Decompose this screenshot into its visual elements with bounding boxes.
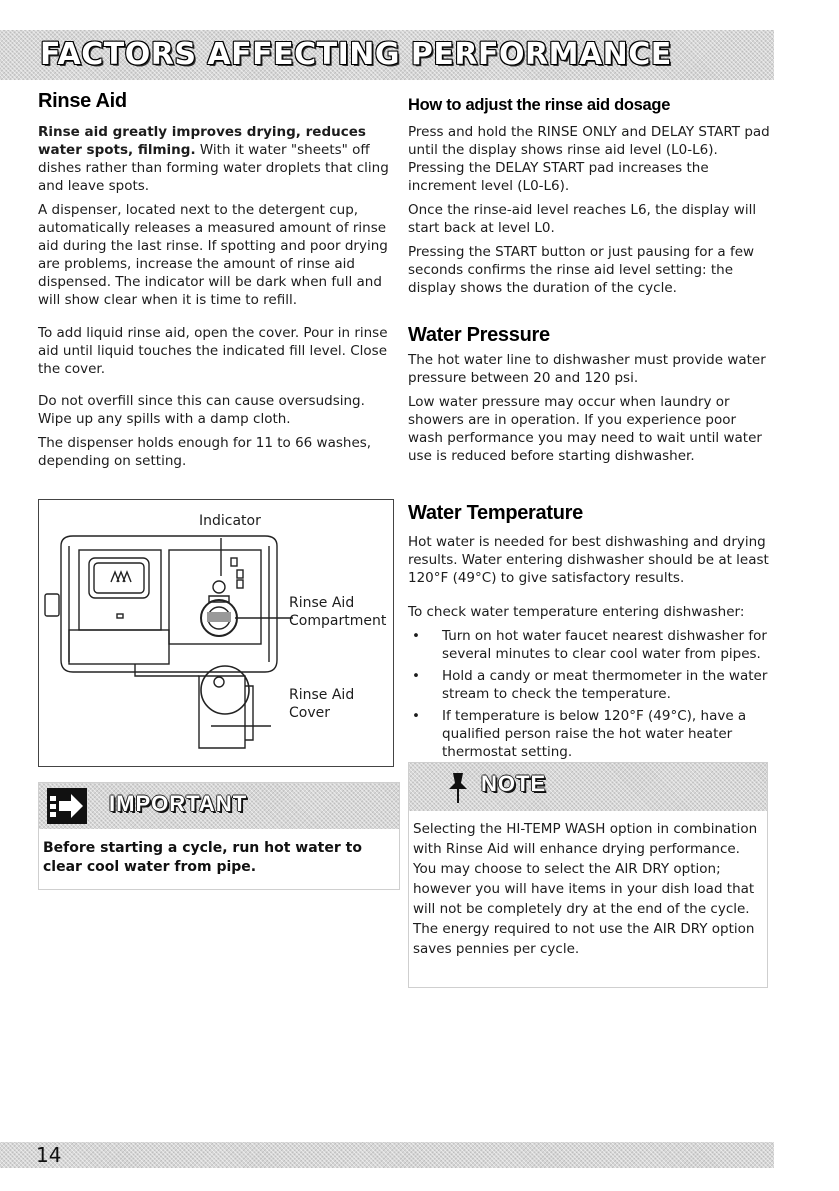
water-pressure-heading: Water Pressure bbox=[408, 324, 550, 346]
important-title: IMPORTANT bbox=[109, 791, 248, 816]
rinse-aid-section bbox=[38, 90, 394, 315]
dosage-heading: How to adjust the rinse aid dosage bbox=[408, 96, 671, 114]
dispenser-figure bbox=[38, 499, 394, 767]
cover-label-line2: Cover bbox=[289, 705, 330, 721]
important-header bbox=[39, 783, 399, 829]
list-item bbox=[408, 707, 770, 761]
rinse-aid-dispenser-text: A dispenser, located next to the detergent cup, automatically releases a measured amount of rinse aid during the last rinse. If spotting and poor drying are problems, increase the amount of rinse aid dispensed. The indicator will be dark when full and will show clear when it is time to refill. bbox=[38, 202, 388, 308]
water-pressure-text-1: The hot water line to dishwasher must provide water pressure between 20 and 120 psi. bbox=[408, 352, 766, 386]
note-header bbox=[409, 763, 767, 811]
list-item-text: Hold a candy or meat thermometer in the water stream to check the temperature. bbox=[442, 668, 768, 702]
compartment-label-line1: Rinse Aid bbox=[289, 595, 355, 611]
note-callout bbox=[408, 762, 768, 988]
page-number: 14 bbox=[36, 1143, 62, 1167]
push-pin-icon bbox=[439, 769, 475, 805]
water-pressure-text-2: Low water pressure may occur when laundry or showers are in operation. If you experience poor wash performance you may need to wait until water use is reduced before starting dishwasher. bbox=[408, 394, 762, 464]
rinse-aid-lead: Rinse aid greatly improves drying, reduces water spots, filming. bbox=[38, 124, 366, 158]
dosage-text-2: Once the rinse-aid level reaches L6, the display will start back at level L0. bbox=[408, 202, 757, 236]
rinse-aid-add-text: To add liquid rinse aid, open the cover. Pour in rinse aid until liquid touches the indicated fill level. Close the cover. bbox=[38, 325, 388, 377]
list-item-text: If temperature is below 120°F (49°C), have a qualified person raise the hot water heater thermostat setting. bbox=[442, 708, 747, 760]
bullet-glyph: • bbox=[412, 628, 420, 644]
compartment-label-line2: Compartment bbox=[289, 613, 387, 629]
cover-label-line1: Rinse Aid bbox=[289, 687, 355, 703]
dosage-text-3: Pressing the START button or just pausing for a few seconds confirms the rinse aid level setting: the display shows the duration of the cycle. bbox=[408, 244, 755, 296]
note-text: Selecting the HI-TEMP WASH option in combination with Rinse Aid will enhance drying performance. You may choose to select the AIR DRY option; however you will have items in your dish load that will not be completely dry at the end of the cycle. The energy required to not use the AIR DRY option saves pennies per cycle. bbox=[413, 821, 758, 957]
important-callout bbox=[38, 782, 400, 890]
bullet-glyph: • bbox=[412, 668, 420, 684]
rinse-aid-instructions bbox=[38, 324, 398, 476]
list-item bbox=[408, 627, 770, 663]
water-pressure-section bbox=[408, 324, 770, 471]
indicator-label: Indicator bbox=[199, 513, 261, 529]
temperature-check-list bbox=[408, 627, 770, 761]
list-item-text: Turn on hot water faucet nearest dishwasher for several minutes to clear cool water from pipes. bbox=[442, 628, 767, 662]
rinse-aid-intro bbox=[38, 123, 394, 195]
important-text: Before starting a cycle, run hot water to clear cool water from pipe. bbox=[43, 840, 362, 875]
rinse-aid-overfill-text: Do not overfill since this can cause oversudsing. Wipe up any spills with a damp cloth. bbox=[38, 393, 365, 427]
rinse-aid-capacity-text: The dispenser holds enough for 11 to 66 washes, depending on setting. bbox=[38, 435, 372, 469]
page-footer bbox=[0, 1142, 774, 1168]
water-temperature-text-2: To check water temperature entering dishwasher: bbox=[408, 604, 745, 620]
rinse-aid-lead-rest: With it water "sheets" off dishes rather than forming water droplets that cling and leave spots. bbox=[38, 142, 389, 194]
dosage-text-1: Press and hold the RINSE ONLY and DELAY START pad until the display shows rinse aid level (L0-L6). Pressing the DELAY START pad increases the increment level (L0-L6). bbox=[408, 124, 770, 194]
water-temperature-section bbox=[408, 502, 770, 765]
water-temperature-text-1: Hot water is needed for best dishwashing and drying results. Water entering dishwasher should be at least 120°F (49°C) to give satisfactory results. bbox=[408, 534, 769, 586]
dosage-section bbox=[408, 96, 770, 303]
page-banner bbox=[0, 30, 774, 80]
bullet-glyph: • bbox=[412, 708, 420, 724]
list-item bbox=[408, 667, 770, 703]
dispenser-diagram bbox=[39, 500, 393, 766]
water-temperature-heading: Water Temperature bbox=[408, 502, 583, 524]
rinse-aid-heading: Rinse Aid bbox=[38, 90, 127, 112]
arrow-right-icon bbox=[47, 788, 87, 824]
banner-title: FACTORS AFFECTING PERFORMANCE bbox=[40, 37, 672, 72]
note-title: NOTE bbox=[481, 771, 547, 796]
